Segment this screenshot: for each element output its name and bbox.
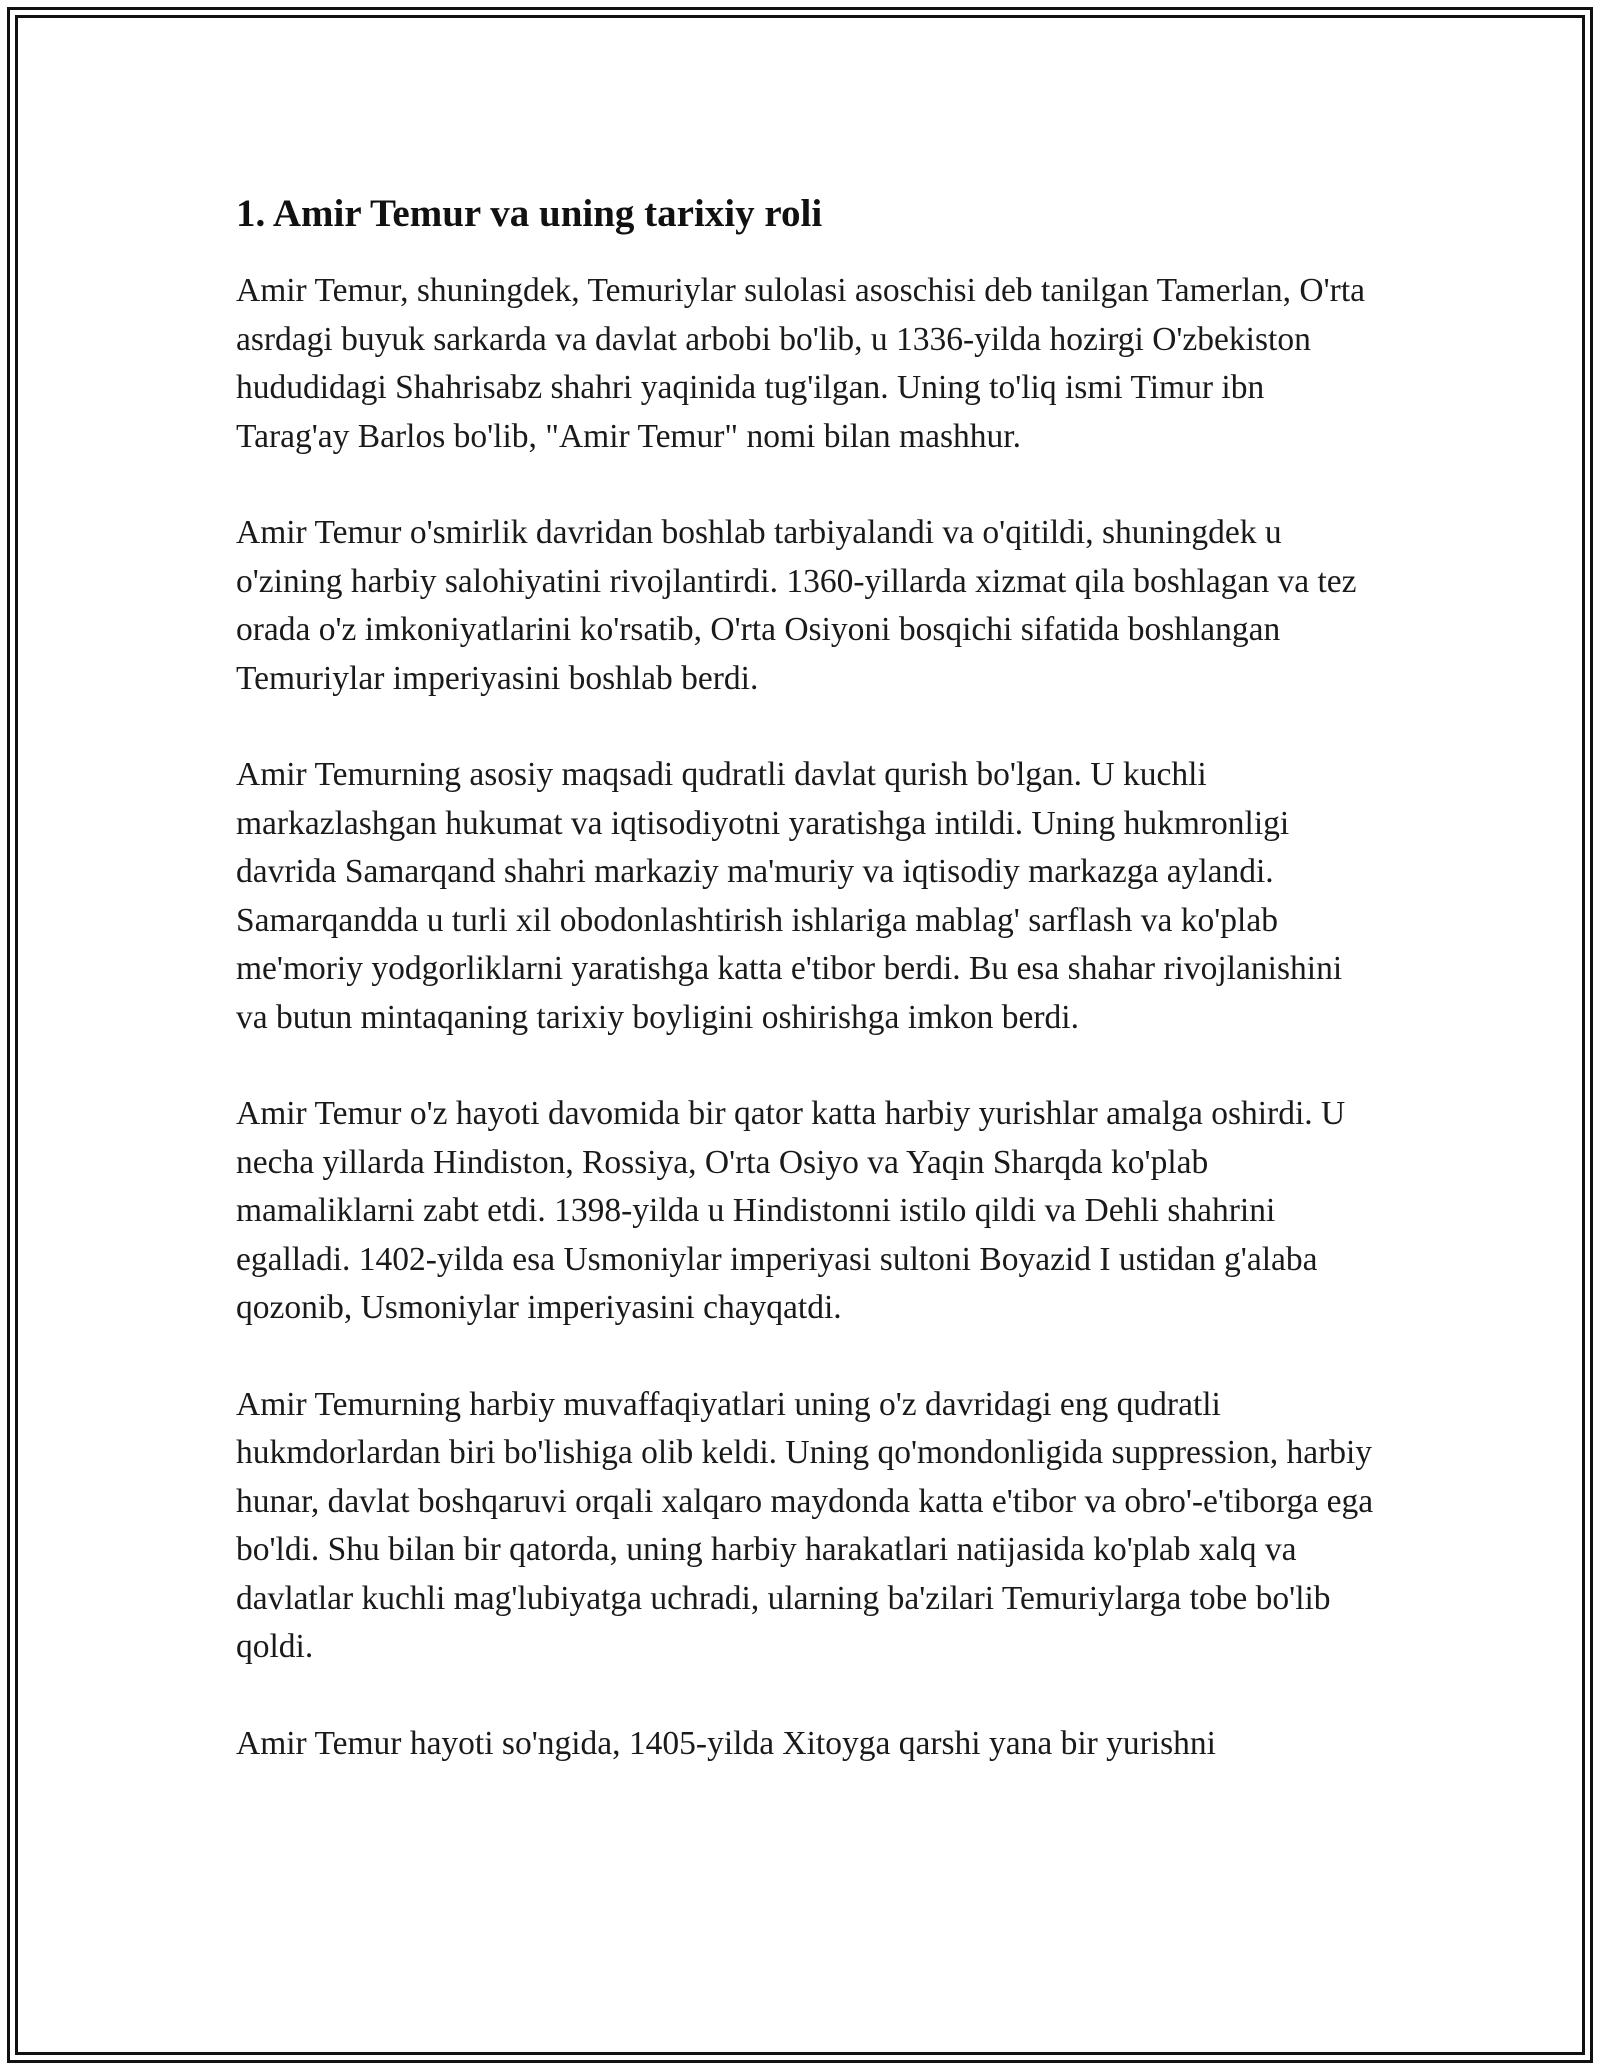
paragraph-6: Amir Temur hayoti so'ngida, 1405-yilda Xitoyga qarshi yana bir yurishni <box>236 1724 1216 1762</box>
paragraph-1: Amir Temur, shuningdek, Temuriylar sulolasi asoschisi deb tanilgan Tamerlan, O'rta asrdagi buyuk sarkarda va davlat arbobi bo'lib, u 1336-yilda hozirgi O'zbekiston hududidagi Shahrisabz shahri yaqinida tug'ilgan. Uning to'liq ismi Timur ibn Tarag'ay Barlos bo'lib, "Amir Temur" nomi bilan mashhur. <box>236 272 1365 455</box>
paragraph-4: Amir Temur o'z hayoti davomida bir qator katta harbiy yurishlar amalga oshirdi. U necha yillarda Hindiston, Rossiya, O'rta Osiyo va Yaqin Sharqda ko'plab mamaliklarni zabt etdi. 1398-yilda u Hindistonni istilo qildi va Dehli shahrini egalladi. 1402-yilda esa Usmoniylar imperiyasi sultoni Boyazid I ustidan g'alaba qozonib, Usmoniylar imperiyasini chayqatdi. <box>236 1095 1346 1326</box>
section-heading: 1. Amir Temur va uning tarixiy roli <box>236 192 823 235</box>
paragraph-3: Amir Temurning asosiy maqsadi qudratli davlat qurish bo'lgan. U kuchli markazlashgan hukumat va iqtisodiyotni yaratishga intildi. Uning hukmronligi davrida Samarqand shahri markaziy ma'muriy va iqtisodiy markazga aylandi. Samarqandda u turli xil obodonlashtirish ishlariga mablag' sarflash va ko'plab me'moriy yodgorliklarni yaratishga katta e'tibor berdi. Bu esa shahar rivojlanishini va butun mintaqaning tarixiy boyligini oshirishga imkon berdi. <box>236 756 1343 1036</box>
paragraph-5: Amir Temurning harbiy muvaffaqiyatlari uning o'z davridagi eng qudratli hukmdorlardan biri bo'lishiga olib keldi. Uning qo'mondonligida suppression, harbiy hunar, davlat boshqaruvi orqali xalqaro maydonda katta e'tibor va obro'-e'tiborga ega bo'ldi. Shu bilan bir qatorda, uning harbiy harakatlari natijasida ko'plab xalq va davlatlar kuchli mag'lubiyatga uchradi, ularning ba'zilari Temuriylarga tobe bo'lib qoldi. <box>236 1385 1374 1665</box>
document-body <box>236 186 1376 1816</box>
paragraph-2: Amir Temur o'smirlik davridan boshlab tarbiyalandi va o'qitildi, shuningdek u o'zining harbiy salohiyatini rivojlantirdi. 1360-yillarda xizmat qila boshlagan va tez orada o'z imkoniyatlarini ko'rsatib, O'rta Osiyoni bosqichi sifatida boshlangan Temuriylar imperiyasini boshlab berdi. <box>236 514 1357 697</box>
